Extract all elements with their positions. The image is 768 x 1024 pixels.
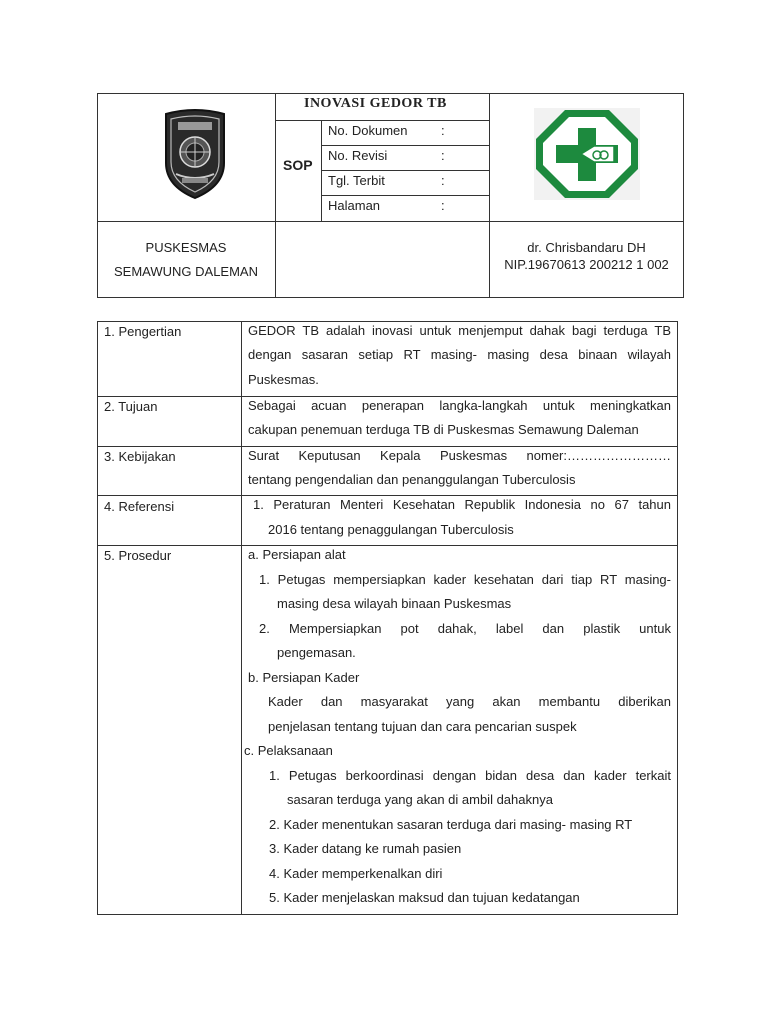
prosedur-c1-line1: 1. Petugas berkoordinasi dengan bidan desa dan kader terkait — [269, 768, 671, 783]
section-label-pengertian: 1. Pengertian — [104, 324, 182, 339]
prosedur-c5: 5. Kader menjelaskan maksud dan tujuan kedatangan — [269, 890, 580, 905]
prosedur-b-title: b. Persiapan Kader — [248, 670, 360, 685]
signer-name: dr. Chrisbandaru DH — [527, 240, 646, 255]
prosedur-a1-line2: masing desa wilayah binaan Puskesmas — [277, 596, 512, 611]
prosedur-a1-line1: 1. Petugas mempersiapkan kader kesehatan dari tiap RT masing- — [259, 572, 671, 587]
section-label-kebijakan: 3. Kebijakan — [104, 449, 176, 464]
pengertian-line-1: GEDOR TB adalah inovasi untuk menjemput dahak bagi terduga TB — [248, 323, 671, 338]
prosedur-c2: 2. Kader menentukan sasaran terduga dari masing- masing RT — [269, 817, 633, 832]
prosedur-c-title: c. Pelaksanaan — [244, 743, 333, 758]
puskesmas-logo — [534, 108, 640, 200]
field-no-dokumen-sep: : — [441, 123, 445, 138]
field-no-dokumen-label: No. Dokumen — [328, 123, 408, 138]
referensi-line-2: 2016 tentang penaggulangan Tuberculosis — [268, 522, 514, 537]
section-label-tujuan: 2. Tujuan — [104, 399, 158, 414]
sop-label: SOP — [283, 157, 313, 173]
kebijakan-line-1: Surat Keputusan Kepala Puskesmas nomer:…………………… — [248, 448, 671, 463]
prosedur-b-line1: Kader dan masyarakat yang akan membantu diberikan — [268, 694, 671, 709]
field-tgl-terbit-label: Tgl. Terbit — [328, 173, 385, 188]
prosedur-c1-line2: sasaran terduga yang akan di ambil dahaknya — [287, 792, 553, 807]
field-no-revisi-sep: : — [441, 148, 445, 163]
field-halaman-sep: : — [441, 198, 445, 213]
prosedur-a-title: a. Persiapan alat — [248, 547, 346, 562]
tujuan-line-2: cakupan penemuan terduga TB di Puskesmas Semawung Daleman — [248, 422, 639, 437]
prosedur-a2-line2: pengemasan. — [277, 645, 356, 660]
prosedur-c4: 4. Kader memperkenalkan diri — [269, 866, 443, 881]
pengertian-line-2: dengan sasaran setiap RT masing- masing desa binaan wilayah — [248, 347, 671, 362]
prosedur-c3: 3. Kader datang ke rumah pasien — [269, 841, 462, 856]
pengertian-line-3: Puskesmas. — [248, 372, 319, 387]
prosedur-a2-line1: 2. Mempersiapkan pot dahak, label dan plastik untuk — [259, 621, 671, 636]
section-label-prosedur: 5. Prosedur — [104, 548, 172, 563]
signer-nip: NIP.19670613 200212 1 002 — [504, 257, 669, 272]
org-name-line1: PUSKESMAS — [145, 240, 227, 255]
regional-emblem-logo — [160, 108, 230, 200]
document-title: INOVASI GEDOR TB — [304, 96, 447, 111]
prosedur-b-line2: penjelasan tentang tujuan dan cara pencarian suspek — [268, 719, 577, 734]
field-tgl-terbit-sep: : — [441, 173, 445, 188]
org-name-line2: SEMAWUNG DALEMAN — [114, 264, 258, 279]
field-halaman-label: Halaman — [328, 198, 381, 213]
field-no-revisi-label: No. Revisi — [328, 148, 388, 163]
kebijakan-line-2: tentang pengendalian dan penanggulangan Tuberculosis — [248, 472, 576, 487]
referensi-line-1: 1. Peraturan Menteri Kesehatan Republik Indonesia no 67 tahun — [253, 497, 671, 512]
tujuan-line-1: Sebagai acuan penerapan langka-langkah untuk meningkatkan — [248, 398, 671, 413]
section-label-referensi: 4. Referensi — [104, 499, 175, 514]
